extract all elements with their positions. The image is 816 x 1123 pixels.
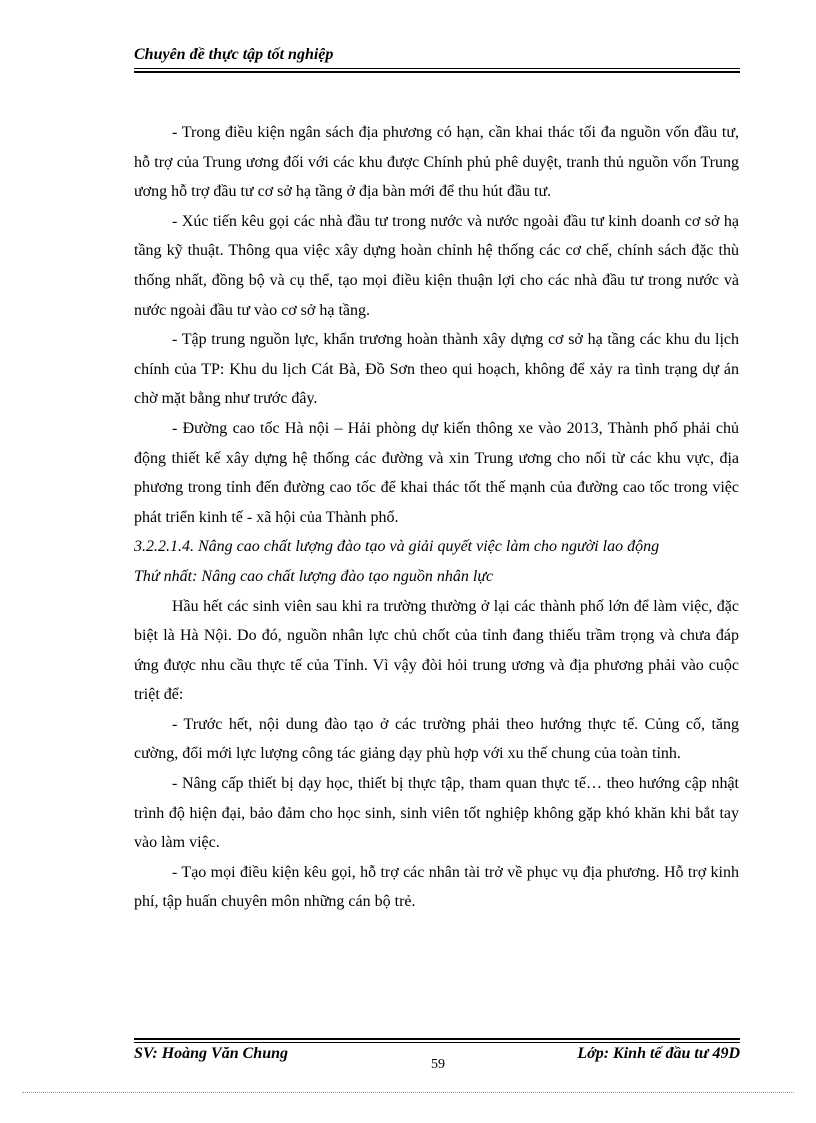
sub-heading: Thứ nhất: Nâng cao chất lượng đào tạo nguồn nhân lực bbox=[134, 567, 494, 585]
header-divider-thin bbox=[134, 68, 740, 69]
paragraph: - Xúc tiến kêu gọi các nhà đầu tư trong nước và nước ngoài đầu tư kinh doanh cơ sở hạ tầng kỹ thuật. Thông qua việc xây dựng hoàn chỉnh hệ thống các cơ chế, chính sách đặc thù thống nhất, đồng bộ và cụ thể, tạo mọi điều kiện thuận lợi cho các nhà đầu tư trong nước và nước ngoài đầu tư vào cơ sở hạ tầng. bbox=[134, 212, 739, 319]
paragraph: - Đường cao tốc Hà nội – Hải phòng dự kiến thông xe vào 2013, Thành phố phải chủ động thiết kế xây dựng hệ thống các đường và xin Trung ương cho nối từ các khu vực, địa phương trong tỉnh đến đường cao tốc để khai thác tốt thế mạnh của đường cao tốc trong việc phát triển kinh tế - xã hội của Thành phố. bbox=[134, 419, 739, 526]
footer-divider-thick bbox=[134, 1038, 740, 1040]
paragraph: - Trong điều kiện ngân sách địa phương có hạn, cần khai thác tối đa nguồn vốn đầu tư, hỗ trợ của Trung ương đối với các khu được Chính phủ phê duyệt, tranh thủ nguồn vốn Trung ương hỗ trợ đầu tư cơ sở hạ tầng ở địa bàn mới để thu hút đầu tư. bbox=[134, 124, 739, 201]
footer-divider-thin bbox=[134, 1042, 740, 1043]
document-body bbox=[134, 118, 739, 917]
page-number: 59 bbox=[431, 1057, 445, 1072]
page-break-line bbox=[22, 1092, 794, 1093]
paragraph: Hầu hết các sinh viên sau khi ra trường thường ở lại các thành phố lớn để làm việc, đặc biệt là Hà Nội. Do đó, nguồn nhân lực chủ chốt của tỉnh đang thiếu trầm trọng và chưa đáp ứng được nhu cầu thực tế của Tỉnh. Vì vậy đòi hỏi trung ương và địa phương phải vào cuộc triệt để: bbox=[134, 597, 739, 704]
class-label: Lớp: Kinh tế đầu tư 49D bbox=[577, 1045, 740, 1062]
paragraph: - Tập trung nguồn lực, khẩn trương hoàn thành xây dựng cơ sở hạ tầng các khu du lịch chính của TP: Khu du lịch Cát Bà, Đồ Sơn theo qui hoạch, không để xảy ra tình trạng dự án chờ mặt bằng như trước đây. bbox=[134, 331, 739, 408]
paragraph: - Nâng cấp thiết bị dạy học, thiết bị thực tập, tham quan thực tế… theo hướng cập nhật trình độ hiện đại, bảo đảm cho học sinh, sinh viên tốt nghiệp không gặp khó khăn khi bắt tay vào làm việc. bbox=[134, 775, 739, 852]
paragraph: - Tạo mọi điều kiện kêu gọi, hỗ trợ các nhân tài trở về phục vụ địa phương. Hỗ trợ kinh phí, tập huấn chuyên môn những cán bộ trẻ. bbox=[134, 863, 739, 911]
document-title: Chuyên đề thực tập tốt nghiệp bbox=[134, 46, 334, 63]
header-divider-thick bbox=[134, 71, 740, 73]
paragraph: - Trước hết, nội dung đào tạo ở các trường phải theo hướng thực tế. Củng cố, tăng cường, đổi mới lực lượng công tác giảng dạy phù hợp với xu thế chung của toàn tỉnh. bbox=[134, 715, 739, 763]
student-name: SV: Hoàng Văn Chung bbox=[134, 1045, 288, 1062]
section-heading: 3.2.2.1.4. Nâng cao chất lượng đào tạo và giải quyết việc làm cho người lao động bbox=[134, 538, 660, 556]
